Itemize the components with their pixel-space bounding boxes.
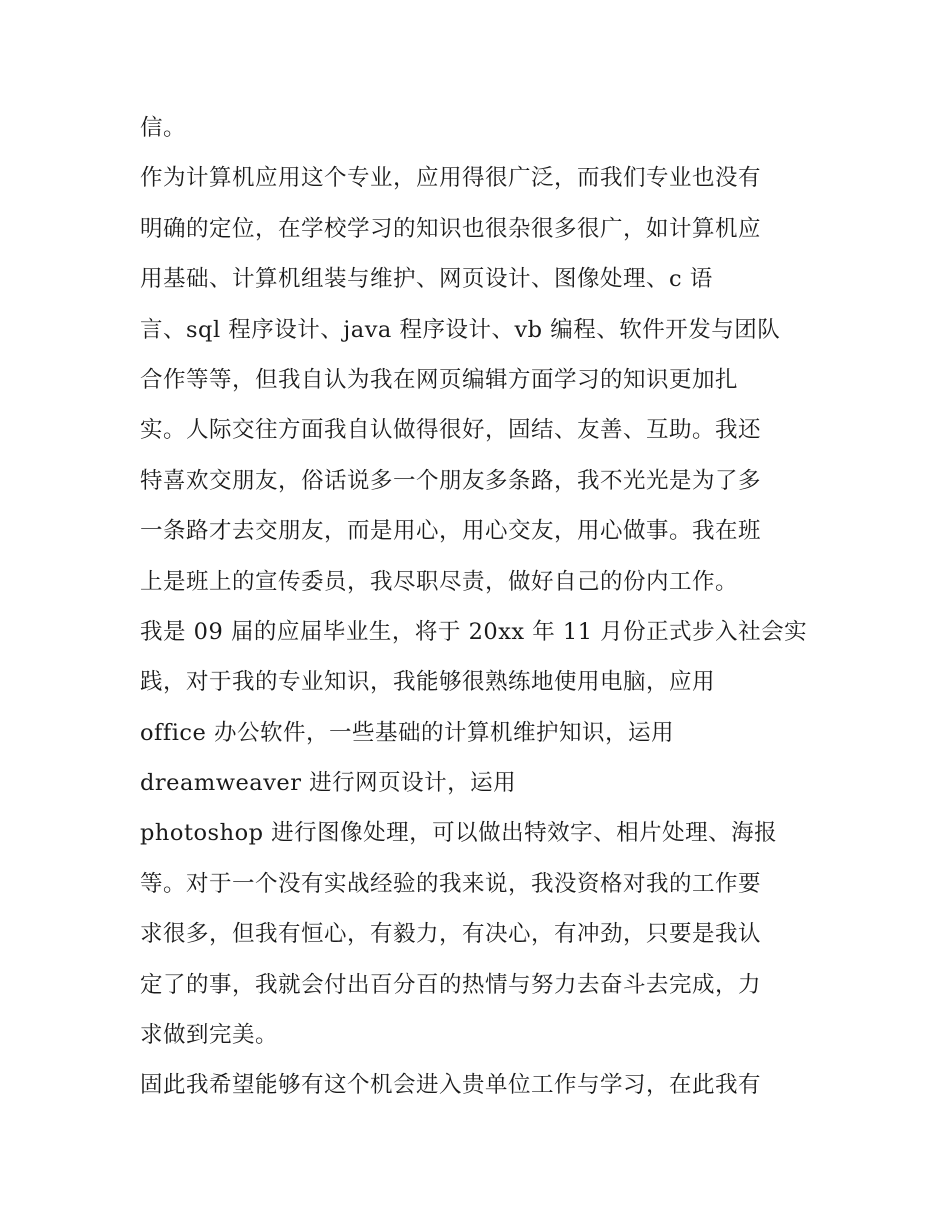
- text-line: 信。: [140, 115, 187, 141]
- text-line: dreamweaver 进行网页设计，运用: [140, 770, 517, 797]
- text-line: 践，对于我的专业知识，我能够很熟练地使用电脑，应用: [140, 669, 716, 696]
- text-line: 用基础、计算机组装与维护、网页设计、图像处理、c 语: [140, 266, 713, 293]
- text-line: 合作等等，但我自认为我在网页编辑方面学习的知识更加扎: [140, 366, 739, 393]
- text-line: 我是 09 届的应届毕业生，将于 20xx 年 11 月份正式步入社会实: [140, 618, 808, 645]
- text-line: office 办公软件，一些基础的计算机维护知识，运用: [140, 719, 674, 746]
- text-line: 作为计算机应用这个专业，应用得很广泛，而我们专业也没有: [140, 165, 762, 192]
- text-line: 特喜欢交朋友，俗话说多一个朋友多条路，我不光光是为了多: [140, 467, 762, 494]
- text-line: 实。人际交往方面我自认做得很好，固结、友善、互助。我还: [140, 417, 762, 444]
- text-line: 一条路才去交朋友，而是用心，用心交友，用心做事。我在班: [140, 518, 762, 545]
- text-line: 固此我希望能够有这个机会进入贵单位工作与学习，在此我有: [140, 1072, 762, 1099]
- text-line: 等。对于一个没有实战经验的我来说，我没资格对我的工作要: [140, 870, 762, 897]
- text-line: 言、sql 程序设计、java 程序设计、vb 编程、软件开发与团队: [140, 316, 781, 343]
- text-line: 明确的定位，在学校学习的知识也很杂很多很广，如计算机应: [140, 215, 762, 242]
- text-line: 求很多，但我有恒心，有毅力，有决心，有冲劲，只要是我认: [140, 921, 762, 948]
- document-body: [140, 108, 820, 1116]
- text-line: photoshop 进行图像处理，可以做出特效字、相片处理、海报: [140, 820, 778, 847]
- text-line: 上是班上的宣传委员，我尽职尽责，做好自己的份内工作。: [140, 568, 739, 595]
- text-line: 定了的事，我就会付出百分百的热情与努力去奋斗去完成，力: [140, 971, 762, 998]
- text-line: 求做到完美。: [140, 1022, 279, 1049]
